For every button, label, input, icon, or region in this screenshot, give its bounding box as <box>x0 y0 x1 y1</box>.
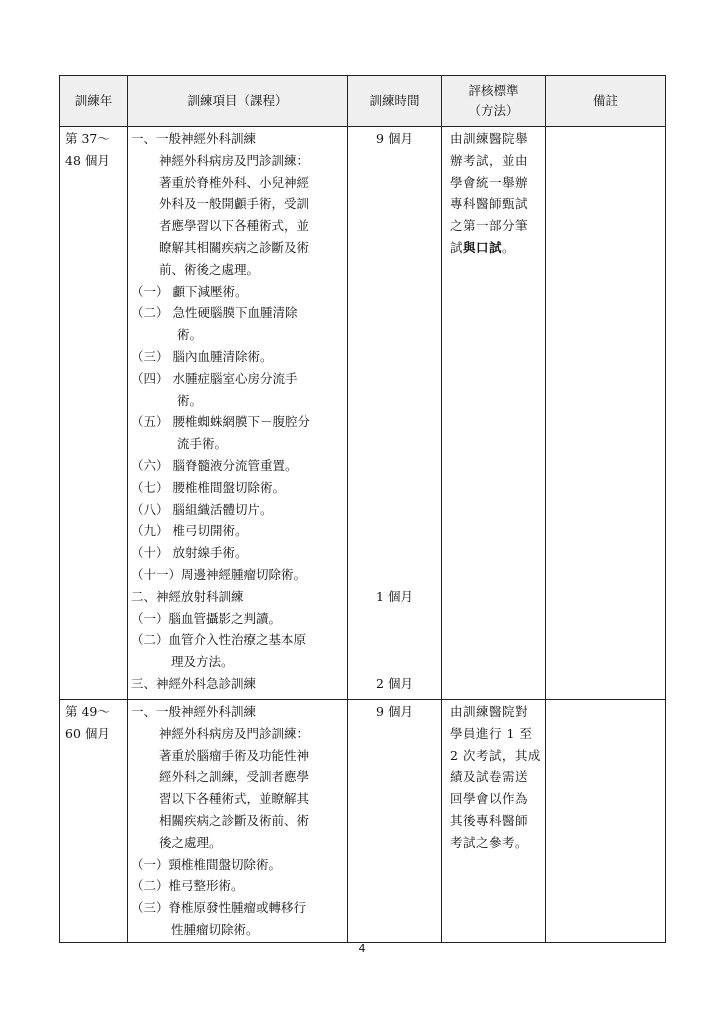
header-item: 訓練項目（課程） <box>128 76 348 127</box>
item-line: 著重於腦瘤手術及功能性神 <box>159 747 310 763</box>
criteria-line: 之第一部分筆 <box>450 218 529 234</box>
criteria-line: 辦考試，並由 <box>450 152 529 168</box>
year-line: 60 個月 <box>65 725 110 741</box>
item-line: 瞭解其相關疾病之診斷及術 <box>159 239 310 255</box>
time-value: 2 個月 <box>376 676 413 691</box>
item-line: （二）血管介入性治療之基本原 <box>131 632 307 648</box>
item-line: 一、一般神經外科訓練 <box>131 704 257 719</box>
note-cell <box>546 127 666 700</box>
item-line: 性腫瘤切除術。 <box>171 921 259 937</box>
item-line: 神經外科病房及門診訓練： <box>159 725 310 741</box>
criteria-text: 。 <box>502 239 516 255</box>
item-line: 神經外科病房及門診訓練： <box>159 152 310 168</box>
item-line: （八） 腦組織活體切片。 <box>131 501 273 517</box>
year-line: 第 49～ <box>65 704 110 719</box>
table-row <box>60 700 666 943</box>
item-line: （一）頸椎椎間盤切除術。 <box>131 856 282 872</box>
item-line: 術。 <box>177 392 203 408</box>
header-criteria-line2: （方法） <box>468 103 519 118</box>
item-line: （三） 腦內血腫清除術。 <box>131 348 273 364</box>
item-line: （一） 顱下減壓術。 <box>131 283 248 299</box>
item-line: 相關疾病之診斷及術前、術 <box>159 812 310 828</box>
item-line: 後之處理。 <box>159 834 222 850</box>
header-time: 訓練時間 <box>348 76 442 127</box>
item-line: 外科及一般開顱手術，受訓 <box>159 196 310 212</box>
criteria-line: 2 次考試，其成 <box>450 747 541 763</box>
criteria-cell <box>442 700 546 943</box>
item-line: 二、神經放射科訓練 <box>131 588 244 604</box>
table-row <box>60 127 666 700</box>
year-cell <box>60 700 128 943</box>
item-line: 習以下各種術式，並瞭解其 <box>159 791 310 807</box>
criteria-line: 由訓練醫院舉 <box>450 131 529 146</box>
note-cell <box>546 700 666 943</box>
item-line: （六） 腦脊髓液分流管重置。 <box>131 457 298 473</box>
items-cell <box>128 700 348 943</box>
item-line: 流手術。 <box>177 436 228 452</box>
header-year: 訓練年 <box>60 76 128 127</box>
year-line: 第 37～ <box>65 131 110 146</box>
criteria-cell <box>442 127 546 700</box>
year-cell <box>60 127 128 700</box>
header-note: 備註 <box>546 76 666 127</box>
item-line: （十一）周邊神經腫瘤切除術。 <box>131 566 307 582</box>
item-line: （五） 腰椎蜘蛛網膜下－腹腔分 <box>131 414 310 430</box>
criteria-line: 由訓練醫院對 <box>450 704 529 719</box>
item-line: （一）腦血管攝影之判讀。 <box>131 610 282 626</box>
header-criteria <box>442 76 546 127</box>
criteria-line: 回學會以作為 <box>450 791 529 807</box>
time-value: 9 個月 <box>376 131 413 146</box>
item-line: 經外科之訓練，受訓者應學 <box>159 769 310 785</box>
criteria-line: 績及試卷需送 <box>450 769 529 785</box>
criteria-line: 其後專科醫師 <box>450 812 529 828</box>
criteria-line <box>450 237 541 259</box>
item-line: （七） 腰椎椎間盤切除術。 <box>131 479 285 495</box>
criteria-line: 學會統一舉辦 <box>450 174 529 190</box>
time-value: 1 個月 <box>376 589 413 604</box>
header-criteria-line1: 評核標準 <box>468 83 519 98</box>
time-cell <box>348 127 442 700</box>
items-cell <box>128 127 348 700</box>
criteria-text: 試 <box>450 239 464 255</box>
item-line: （九） 椎弓切開術。 <box>131 523 248 539</box>
criteria-line: 考試之參考。 <box>450 834 529 850</box>
item-line: 著重於脊椎外科、小兒神經 <box>159 174 310 190</box>
training-table <box>59 75 666 943</box>
item-line: 理及方法。 <box>171 654 234 670</box>
page-number: 4 <box>358 942 366 955</box>
year-line: 48 個月 <box>65 152 110 168</box>
item-line: 術。 <box>177 327 203 343</box>
item-line: 前、術後之處理。 <box>159 261 260 277</box>
item-line: 三、神經外科急診訓練 <box>131 675 257 691</box>
criteria-line: 專科醫師甄試 <box>450 196 529 212</box>
item-line: 者應學習以下各種術式，並 <box>159 218 310 234</box>
criteria-bold-text: 與口試 <box>463 239 503 255</box>
criteria-line: 學員進行 1 至 <box>450 725 533 741</box>
header-row <box>60 76 666 127</box>
item-line: 一、一般神經外科訓練 <box>131 131 257 146</box>
item-line: （四） 水腫症腦室心房分流手 <box>131 370 298 386</box>
item-line: （三）脊椎原發性腫瘤或轉移行 <box>131 900 307 916</box>
time-value: 9 個月 <box>376 704 413 719</box>
item-line: （二） 急性硬腦膜下血腫清除 <box>131 305 298 321</box>
item-line: （十） 放射線手術。 <box>131 545 248 561</box>
item-line: （二）椎弓整形術。 <box>131 878 244 894</box>
time-cell <box>348 700 442 943</box>
